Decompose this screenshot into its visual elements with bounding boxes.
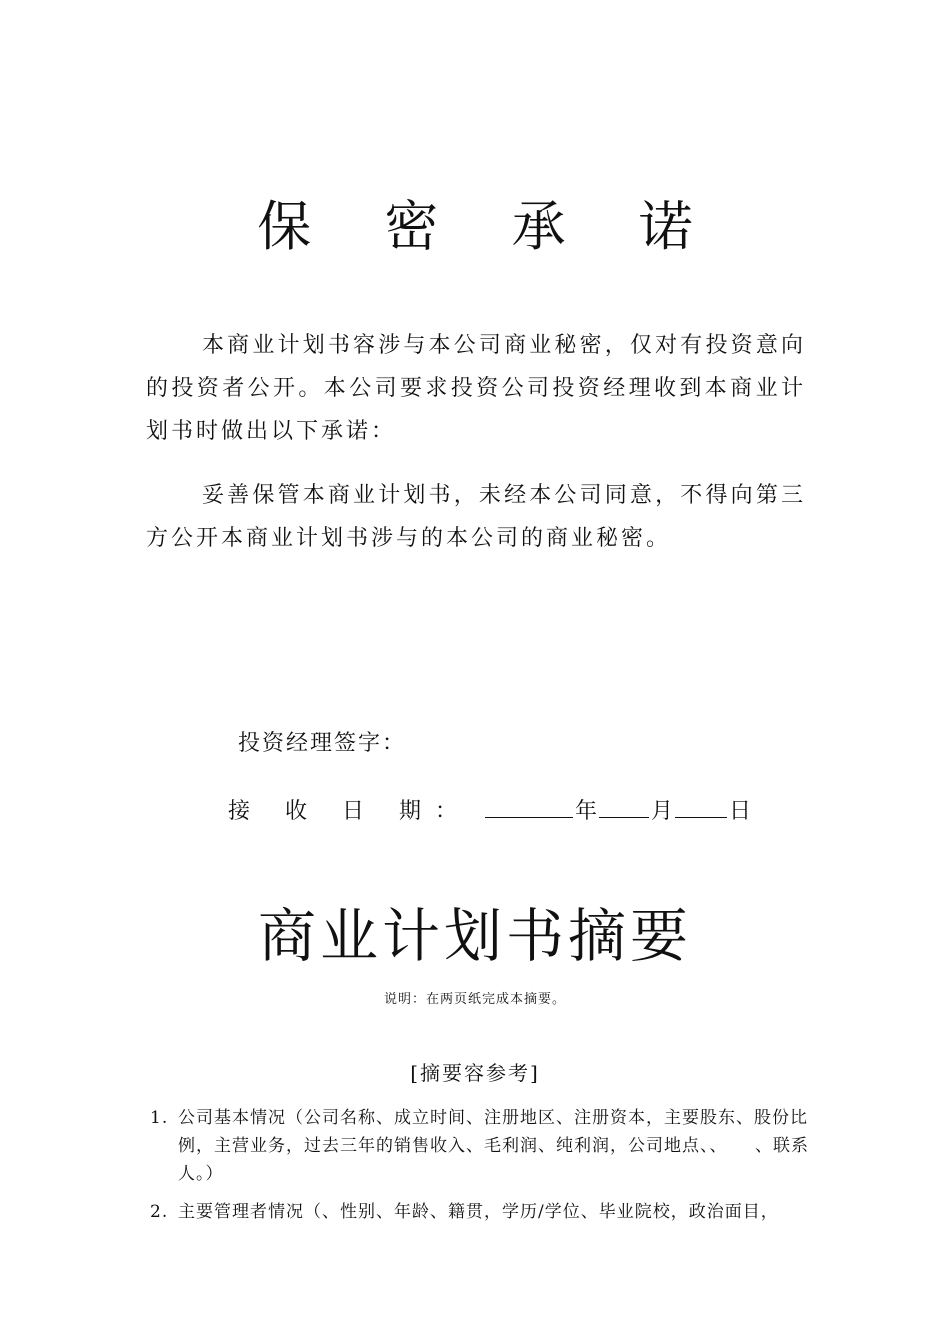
commitment-paragraph-1: 本商业计划书容涉与本公司商业秘密，仅对有投资意向的投资者公开。本公司要求投资公司投资经理收到本商业计划书时做出以下承诺： (146, 333, 806, 444)
receipt-date-label: 接 收 日 期： (228, 799, 471, 824)
list-item (150, 1198, 820, 1226)
confidentiality-title: 保 密 承 诺 (257, 195, 721, 258)
summary-title: 商业计划书摘要 (257, 902, 692, 970)
list-item-text: 主要管理者情况（、性别、年龄、籍贯，学历/学位、毕业院校，政治面目， (178, 1202, 779, 1222)
list-item-number: 2. (150, 1202, 169, 1222)
summary-note: 说明：在两页纸完成本摘要。 (383, 992, 566, 1007)
month-blank[interactable] (599, 791, 649, 818)
list-item (150, 1104, 820, 1188)
month-unit: 月 (651, 799, 674, 824)
day-blank[interactable] (675, 791, 727, 818)
list-item-text: 公司基本情况（公司名称、成立时间、注册地区、注册资本，主要股东、股份比例，主营业务，过去三年的销售收入、毛利润、纯利润，公司地点、、 、联系人。） (178, 1108, 809, 1184)
signature-label: 投资经理签字： (238, 731, 407, 756)
list-item-number: 1. (150, 1108, 169, 1128)
day-unit: 日 (729, 799, 752, 824)
reference-heading: [摘要容参考] (410, 1061, 540, 1085)
commitment-paragraph-2: 妥善保管本商业计划书，未经本公司同意，不得向第三方公开本商业计划书涉与的本公司的商业秘密。 (146, 483, 806, 551)
year-unit: 年 (574, 799, 597, 824)
receipt-date-line (228, 791, 753, 830)
year-blank[interactable] (485, 791, 573, 818)
summary-reference-list (150, 1104, 820, 1236)
